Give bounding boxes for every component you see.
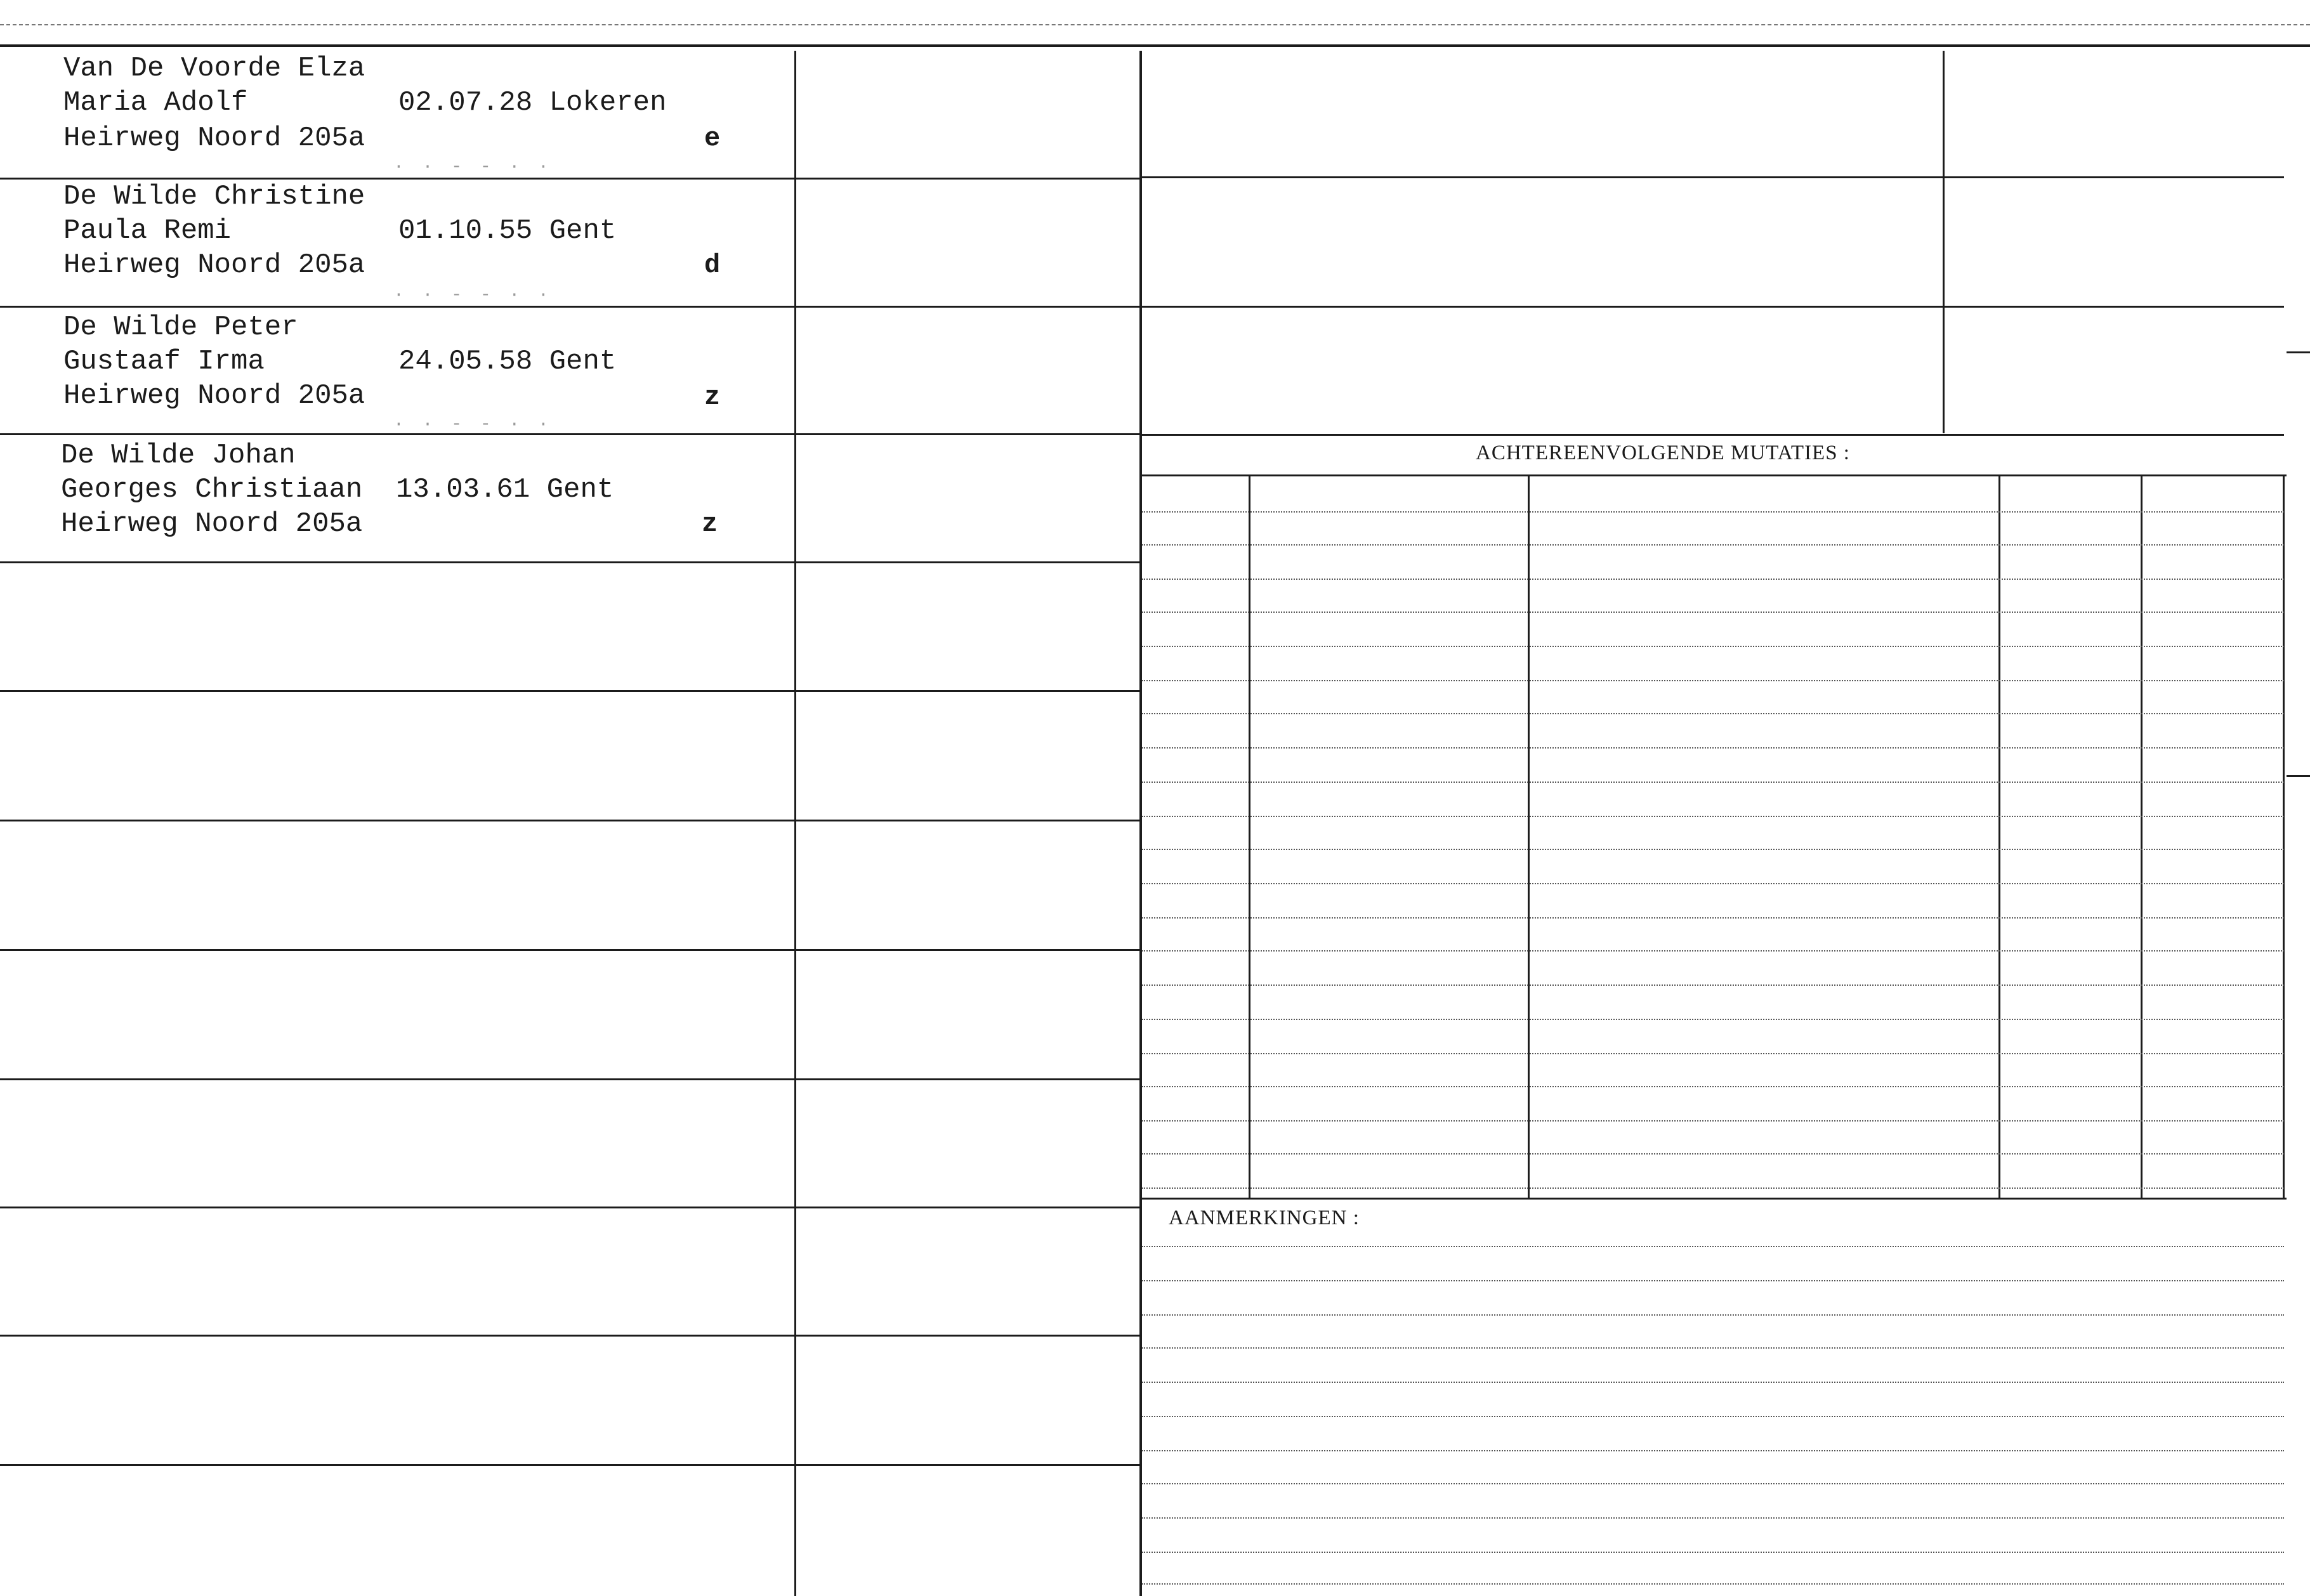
mutations-dotted-line xyxy=(1142,950,2284,952)
resident-birth: 24.05.58 Gent xyxy=(398,346,617,377)
resident-birth: 02.07.28 Lokeren xyxy=(398,87,667,119)
remarks-dotted-line xyxy=(1142,1314,2284,1316)
resident-code: z xyxy=(702,509,718,539)
faint-strike-mark: · · - - · · xyxy=(393,157,553,177)
resident-name-line2: Paula Remi xyxy=(63,215,232,247)
mutations-dotted-line xyxy=(1142,1053,2284,1054)
row-line xyxy=(0,1207,1139,1208)
mutations-dotted-line xyxy=(1142,713,2284,714)
divider-center xyxy=(1139,51,1142,1596)
remarks-dotted-line xyxy=(1142,1246,2284,1247)
row-line xyxy=(0,1078,1139,1080)
margin-tick xyxy=(2287,775,2310,777)
remarks-dotted-line xyxy=(1142,1450,2284,1451)
mutations-dotted-line xyxy=(1142,1153,2284,1154)
divider-right-upper xyxy=(1943,51,1945,433)
remarks-dotted-line xyxy=(1142,1416,2284,1417)
resident-address: Heirweg Noord 205a xyxy=(63,380,365,412)
right-block-line xyxy=(1142,306,2284,308)
resident-name-line2: Maria Adolf xyxy=(63,87,248,119)
mutations-col-line xyxy=(1249,476,1250,1198)
top-faint-line xyxy=(0,24,2310,25)
mutations-dotted-line xyxy=(1142,1187,2284,1189)
mutations-dotted-line xyxy=(1142,816,2284,817)
remarks-dotted-line xyxy=(1142,1382,2284,1383)
row-line xyxy=(0,949,1139,951)
mutations-dotted-line xyxy=(1142,680,2284,681)
row-line xyxy=(0,690,1139,692)
mutations-dotted-line xyxy=(1142,984,2284,986)
remarks-heading: AANMERKINGEN : xyxy=(1169,1207,1360,1229)
resident-address: Heirweg Noord 205a xyxy=(63,122,365,154)
resident-name-line1: De Wilde Christine xyxy=(63,181,365,213)
mutations-dotted-line xyxy=(1142,612,2284,613)
row-line xyxy=(0,1335,1139,1337)
mutations-dotted-line xyxy=(1142,1086,2284,1087)
mutations-dotted-line xyxy=(1142,1120,2284,1122)
mutations-dotted-line xyxy=(1142,747,2284,749)
remarks-dotted-line xyxy=(1142,1517,2284,1519)
mutations-dotted-line xyxy=(1142,646,2284,647)
faint-strike-mark: · · - - · · xyxy=(393,415,553,435)
resident-code: z xyxy=(704,382,721,412)
remarks-dotted-line xyxy=(1142,1583,2284,1585)
mutations-col-line xyxy=(2283,476,2285,1198)
row-line xyxy=(0,1464,1139,1466)
mutations-top-line xyxy=(1142,474,2287,476)
resident-name-line1: De Wilde Johan xyxy=(61,440,296,471)
mutations-dotted-line xyxy=(1142,1019,2284,1020)
resident-birth: 01.10.55 Gent xyxy=(398,215,617,247)
mutations-bottom-line xyxy=(1142,1198,2287,1200)
mutations-dotted-line xyxy=(1142,782,2284,783)
remarks-dotted-line xyxy=(1142,1280,2284,1281)
right-block-line xyxy=(1142,176,2284,178)
margin-tick xyxy=(2287,351,2310,353)
resident-address: Heirweg Noord 205a xyxy=(61,508,363,540)
faint-strike-mark: · · - - · · xyxy=(393,285,553,305)
remarks-dotted-line xyxy=(1142,1552,2284,1553)
mutations-dotted-line xyxy=(1142,849,2284,850)
resident-code: d xyxy=(704,250,721,280)
mutations-col-line xyxy=(2141,476,2143,1198)
mutations-heading: ACHTEREENVOLGENDE MUTATIES : xyxy=(1476,442,1850,464)
divider-left xyxy=(794,51,796,1596)
mutations-dotted-line xyxy=(1142,883,2284,884)
remarks-dotted-line xyxy=(1142,1347,2284,1349)
resident-code: e xyxy=(704,123,721,154)
row-line xyxy=(0,820,1139,821)
resident-name-line2: Georges Christiaan xyxy=(61,474,363,506)
row-line xyxy=(0,306,1139,308)
mutations-dotted-line xyxy=(1142,917,2284,919)
mutations-dotted-line xyxy=(1142,544,2284,546)
resident-birth: 13.03.61 Gent xyxy=(396,474,614,506)
resident-address: Heirweg Noord 205a xyxy=(63,249,365,281)
top-border xyxy=(0,44,2310,47)
resident-name-line1: De Wilde Peter xyxy=(63,311,298,343)
mutations-col-line xyxy=(1998,476,2000,1198)
mutations-col-line xyxy=(1528,476,1530,1198)
resident-name-line2: Gustaaf Irma xyxy=(63,346,265,377)
row-line xyxy=(0,561,1139,563)
mutations-dotted-line xyxy=(1142,579,2284,580)
row-line xyxy=(0,433,1139,435)
mutations-dotted-line xyxy=(1142,511,2284,513)
remarks-dotted-line xyxy=(1142,1483,2284,1484)
right-block-line xyxy=(1142,434,2284,436)
resident-name-line1: Van De Voorde Elza xyxy=(63,53,365,84)
